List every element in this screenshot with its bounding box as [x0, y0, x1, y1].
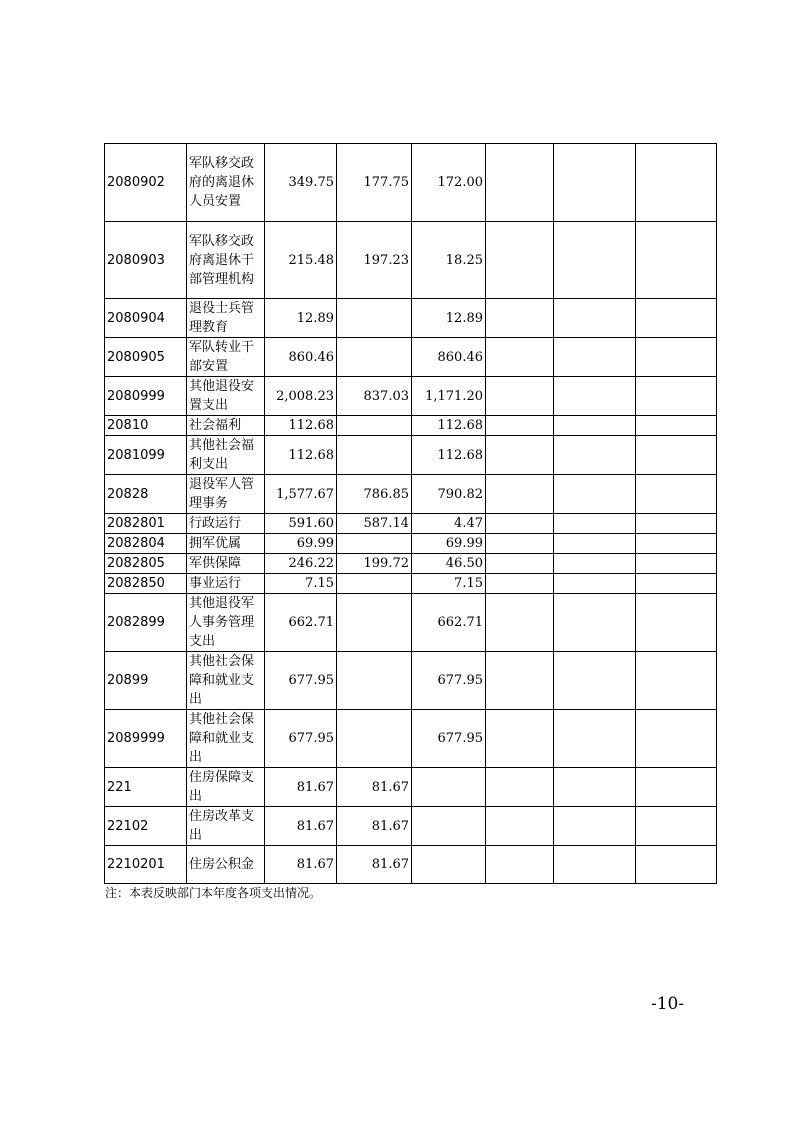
cell-basic-expenditure: 197.23 [337, 222, 412, 299]
cell-col6 [486, 652, 554, 710]
cell-total: 860.46 [265, 338, 337, 377]
table-row [105, 299, 717, 338]
cell-total: 246.22 [265, 554, 337, 574]
cell-col8 [636, 144, 717, 222]
table-row [105, 710, 717, 768]
table-note: 注：本表反映部门本年度各项支出情况。 [105, 886, 322, 900]
cell-basic-expenditure [337, 652, 412, 710]
cell-item-name: 住房公积金 [187, 846, 265, 884]
cell-col7 [554, 514, 636, 534]
cell-basic-expenditure: 786.85 [337, 475, 412, 514]
cell-code: 2080903 [105, 222, 187, 299]
cell-total: 349.75 [265, 144, 337, 222]
cell-basic-expenditure: 81.67 [337, 807, 412, 846]
cell-col8 [636, 768, 717, 807]
cell-col6 [486, 475, 554, 514]
cell-item-name: 军队移交政府的离退休人员安置 [187, 144, 265, 222]
cell-basic-expenditure: 177.75 [337, 144, 412, 222]
cell-item-name: 住房改革支出 [187, 807, 265, 846]
cell-col8 [636, 222, 717, 299]
cell-project-expenditure: 172.00 [412, 144, 486, 222]
cell-basic-expenditure [337, 299, 412, 338]
cell-total: 591.60 [265, 514, 337, 534]
cell-basic-expenditure [337, 436, 412, 475]
cell-project-expenditure: 4.47 [412, 514, 486, 534]
cell-project-expenditure: 112.68 [412, 436, 486, 475]
table-row [105, 846, 717, 884]
cell-col7 [554, 554, 636, 574]
cell-project-expenditure: 69.99 [412, 534, 486, 554]
cell-total: 1,577.67 [265, 475, 337, 514]
cell-col6 [486, 144, 554, 222]
cell-total: 12.89 [265, 299, 337, 338]
cell-basic-expenditure [337, 574, 412, 594]
cell-basic-expenditure: 837.03 [337, 377, 412, 416]
table-row [105, 144, 717, 222]
cell-total: 677.95 [265, 710, 337, 768]
cell-col7 [554, 416, 636, 436]
cell-col7 [554, 377, 636, 416]
page-number: -10- [651, 994, 685, 1014]
cell-basic-expenditure: 81.67 [337, 846, 412, 884]
cell-total: 662.71 [265, 594, 337, 652]
cell-basic-expenditure: 199.72 [337, 554, 412, 574]
cell-code: 2080902 [105, 144, 187, 222]
cell-col7 [554, 594, 636, 652]
cell-basic-expenditure [337, 594, 412, 652]
cell-basic-expenditure: 81.67 [337, 768, 412, 807]
cell-code: 2082850 [105, 574, 187, 594]
expenditure-table [104, 143, 717, 884]
cell-col6 [486, 299, 554, 338]
cell-item-name: 其他社会福利支出 [187, 436, 265, 475]
cell-basic-expenditure: 587.14 [337, 514, 412, 534]
cell-item-name: 军供保障 [187, 554, 265, 574]
cell-code: 2082899 [105, 594, 187, 652]
table-row [105, 377, 717, 416]
table-row [105, 416, 717, 436]
cell-col8 [636, 514, 717, 534]
table-row [105, 436, 717, 475]
cell-col6 [486, 222, 554, 299]
cell-total: 112.68 [265, 436, 337, 475]
table-row [105, 338, 717, 377]
cell-total: 2,008.23 [265, 377, 337, 416]
cell-col8 [636, 338, 717, 377]
cell-total: 677.95 [265, 652, 337, 710]
cell-project-expenditure: 7.15 [412, 574, 486, 594]
table-row [105, 222, 717, 299]
cell-item-name: 其他退役军人事务管理支出 [187, 594, 265, 652]
cell-col8 [636, 574, 717, 594]
cell-project-expenditure [412, 807, 486, 846]
cell-basic-expenditure [337, 338, 412, 377]
cell-col8 [636, 554, 717, 574]
cell-col7 [554, 475, 636, 514]
cell-item-name: 退役军人管理事务 [187, 475, 265, 514]
cell-col7 [554, 144, 636, 222]
cell-project-expenditure: 112.68 [412, 416, 486, 436]
table-body [105, 144, 717, 884]
cell-code: 20810 [105, 416, 187, 436]
cell-col6 [486, 514, 554, 534]
cell-code: 2210201 [105, 846, 187, 884]
table-row [105, 475, 717, 514]
cell-item-name: 其他退役安置支出 [187, 377, 265, 416]
cell-item-name: 行政运行 [187, 514, 265, 534]
cell-code: 2080905 [105, 338, 187, 377]
table-row [105, 768, 717, 807]
table-row [105, 652, 717, 710]
table-row [105, 514, 717, 534]
cell-col8 [636, 377, 717, 416]
cell-col8 [636, 652, 717, 710]
cell-project-expenditure: 790.82 [412, 475, 486, 514]
cell-col7 [554, 652, 636, 710]
cell-col7 [554, 846, 636, 884]
cell-item-name: 其他社会保障和就业支出 [187, 652, 265, 710]
cell-project-expenditure: 18.25 [412, 222, 486, 299]
cell-code: 2080999 [105, 377, 187, 416]
cell-code: 22102 [105, 807, 187, 846]
cell-item-name: 军队移交政府离退休干部管理机构 [187, 222, 265, 299]
cell-col6 [486, 710, 554, 768]
cell-col6 [486, 846, 554, 884]
cell-col8 [636, 710, 717, 768]
cell-basic-expenditure [337, 710, 412, 768]
cell-total: 81.67 [265, 807, 337, 846]
cell-code: 2089999 [105, 710, 187, 768]
cell-col6 [486, 768, 554, 807]
cell-col8 [636, 534, 717, 554]
cell-col8 [636, 436, 717, 475]
cell-code: 2082805 [105, 554, 187, 574]
cell-code: 2082804 [105, 534, 187, 554]
cell-col8 [636, 807, 717, 846]
table-row [105, 554, 717, 574]
table-row [105, 534, 717, 554]
cell-total: 69.99 [265, 534, 337, 554]
cell-col6 [486, 594, 554, 652]
cell-item-name: 拥军优属 [187, 534, 265, 554]
table-row [105, 807, 717, 846]
table-row [105, 574, 717, 594]
cell-project-expenditure [412, 768, 486, 807]
cell-project-expenditure: 46.50 [412, 554, 486, 574]
cell-project-expenditure [412, 846, 486, 884]
cell-project-expenditure: 677.95 [412, 710, 486, 768]
cell-col6 [486, 338, 554, 377]
cell-total: 81.67 [265, 846, 337, 884]
cell-total: 215.48 [265, 222, 337, 299]
cell-project-expenditure: 677.95 [412, 652, 486, 710]
cell-col6 [486, 377, 554, 416]
cell-col7 [554, 574, 636, 594]
cell-col7 [554, 534, 636, 554]
cell-col7 [554, 710, 636, 768]
cell-project-expenditure: 662.71 [412, 594, 486, 652]
cell-item-name: 退役士兵管理教育 [187, 299, 265, 338]
cell-col8 [636, 416, 717, 436]
cell-col7 [554, 768, 636, 807]
cell-code: 221 [105, 768, 187, 807]
cell-col6 [486, 436, 554, 475]
cell-col6 [486, 416, 554, 436]
cell-col7 [554, 299, 636, 338]
cell-col6 [486, 554, 554, 574]
cell-col6 [486, 574, 554, 594]
cell-item-name: 事业运行 [187, 574, 265, 594]
cell-code: 2080904 [105, 299, 187, 338]
cell-basic-expenditure [337, 534, 412, 554]
cell-col7 [554, 222, 636, 299]
cell-col7 [554, 338, 636, 377]
cell-item-name: 社会福利 [187, 416, 265, 436]
cell-col6 [486, 807, 554, 846]
cell-col8 [636, 594, 717, 652]
cell-col7 [554, 436, 636, 475]
table-row [105, 594, 717, 652]
cell-item-name: 住房保障支出 [187, 768, 265, 807]
cell-col7 [554, 807, 636, 846]
cell-project-expenditure: 1,171.20 [412, 377, 486, 416]
cell-col6 [486, 534, 554, 554]
cell-code: 2082801 [105, 514, 187, 534]
cell-col8 [636, 475, 717, 514]
cell-project-expenditure: 12.89 [412, 299, 486, 338]
cell-code: 20828 [105, 475, 187, 514]
cell-code: 2081099 [105, 436, 187, 475]
cell-col8 [636, 846, 717, 884]
cell-item-name: 军队转业干部安置 [187, 338, 265, 377]
cell-col8 [636, 299, 717, 338]
cell-project-expenditure: 860.46 [412, 338, 486, 377]
cell-total: 7.15 [265, 574, 337, 594]
cell-code: 20899 [105, 652, 187, 710]
cell-item-name: 其他社会保障和就业支出 [187, 710, 265, 768]
cell-total: 81.67 [265, 768, 337, 807]
cell-total: 112.68 [265, 416, 337, 436]
cell-basic-expenditure [337, 416, 412, 436]
